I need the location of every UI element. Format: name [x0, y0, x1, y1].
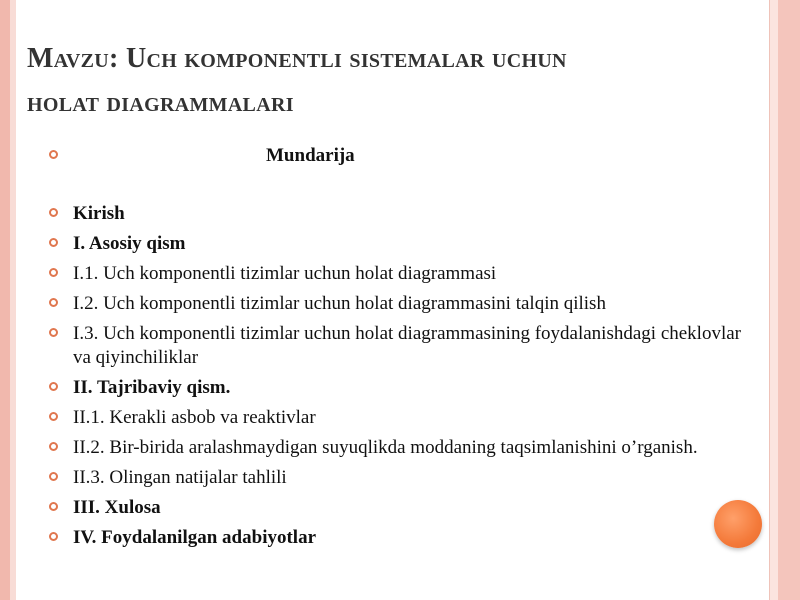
circle-bullet-icon	[49, 472, 58, 481]
contents-item-text: IV. Foydalanilgan adabiyotlar	[73, 527, 317, 548]
contents-list-item	[45, 406, 745, 430]
contents-list-item	[45, 466, 745, 490]
circle-bullet-icon	[49, 150, 58, 159]
contents-item-text: III. Xulosa	[73, 497, 161, 518]
contents-item-text: I.2. Uch komponentli tizimlar uchun holat diagrammasini talqin qilish	[73, 293, 606, 314]
circle-bullet-icon	[49, 328, 58, 337]
right-border-band	[778, 0, 800, 600]
contents-items	[45, 202, 745, 550]
circle-bullet-icon	[49, 412, 58, 421]
circle-bullet-icon	[49, 382, 58, 391]
title-line-2: holat diagrammalari	[27, 87, 294, 118]
contents-heading: Mundarija	[266, 145, 355, 166]
circle-bullet-icon	[49, 298, 58, 307]
contents-item-text: II.2. Bir-birida aralashmaydigan suyuqlikda moddaning taqsimlanishini o’rganish.	[73, 437, 698, 458]
circle-bullet-icon	[49, 442, 58, 451]
contents-list-item	[45, 376, 745, 400]
contents-list-item	[45, 322, 745, 370]
slide-title	[27, 37, 762, 125]
circle-bullet-icon	[49, 208, 58, 217]
left-border-band	[0, 0, 10, 600]
contents-item-text: II.3. Olingan natijalar tahlili	[73, 467, 287, 488]
right-border-inner-band	[770, 0, 778, 600]
contents-list	[45, 144, 745, 556]
contents-list-item	[45, 262, 745, 286]
contents-heading-row	[45, 144, 745, 168]
contents-list-item	[45, 436, 745, 460]
circle-bullet-icon	[49, 268, 58, 277]
contents-item-text: II. Tajribaviy qism.	[73, 377, 231, 398]
circle-bullet-icon	[49, 238, 58, 247]
contents-item-text: II.1. Kerakli asbob va reaktivlar	[73, 407, 316, 428]
circle-bullet-icon	[49, 532, 58, 541]
contents-item-text: I. Asosiy qism	[73, 233, 186, 254]
contents-list-item	[45, 202, 745, 226]
contents-item-text: Kirish	[73, 203, 125, 224]
contents-list-item	[45, 232, 745, 256]
contents-list-item	[45, 496, 745, 520]
contents-list-item	[45, 526, 745, 550]
contents-item-text: I.1. Uch komponentli tizimlar uchun holat diagrammasi	[73, 263, 497, 284]
title-line-1: Mavzu: Uch komponentli sistemalar uchun	[27, 43, 567, 74]
left-border-inner-band	[10, 0, 16, 600]
contents-item-text: I.3. Uch komponentli tizimlar uchun holat diagrammasining foydalanishdagi cheklovlar va qiyinchiliklar	[73, 323, 741, 368]
contents-list-item	[45, 292, 745, 316]
orange-circle-icon	[714, 500, 762, 548]
circle-bullet-icon	[49, 502, 58, 511]
